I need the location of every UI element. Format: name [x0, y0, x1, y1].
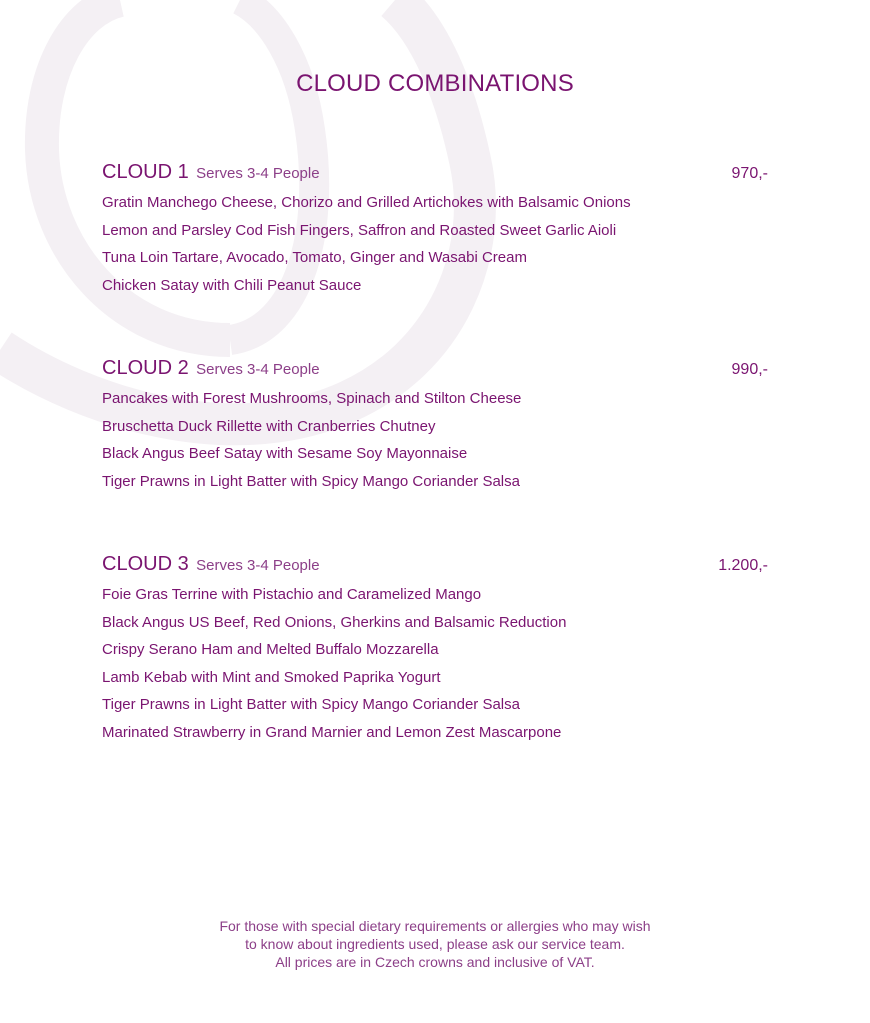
- section-serves: Serves 3-4 People: [196, 361, 320, 378]
- dish-item: Lamb Kebab with Mint and Smoked Paprika Yogurt: [102, 668, 441, 686]
- dish-item: Chicken Satay with Chili Peanut Sauce: [102, 276, 362, 294]
- section-price: 1.200,-: [718, 557, 768, 574]
- dish-item: Foie Gras Terrine with Pistachio and Caramelized Mango: [102, 586, 482, 603]
- dish-list: [102, 581, 768, 746]
- dish-item: Black Angus US Beef, Red Onions, Gherkins and Balsamic Reduction: [102, 613, 567, 631]
- section-name: CLOUD 2: [102, 357, 189, 379]
- dish-item: Black Angus Beef Satay with Sesame Soy Mayonnaise: [102, 445, 468, 462]
- footer-line: to know about ingredients used, please ask our service team.: [245, 936, 625, 952]
- section-price: 970,-: [731, 165, 768, 182]
- dish-item: Tuna Loin Tartare, Avocado, Tomato, Ginger and Wasabi Cream: [102, 249, 527, 266]
- dish-item: Gratin Manchego Cheese, Chorizo and Grilled Artichokes with Balsamic Onions: [102, 194, 631, 211]
- dish-item: Crispy Serano Ham and Melted Buffalo Mozzarella: [102, 641, 439, 658]
- dish-list: [102, 189, 768, 299]
- menu-section-cloud-1: [102, 161, 768, 299]
- menu-section-cloud-2: [102, 357, 768, 495]
- dish-list: [102, 385, 768, 495]
- menu-title: CLOUD COMBINATIONS: [296, 70, 574, 97]
- section-serves: Serves 3-4 People: [196, 557, 320, 574]
- dish-item: Lemon and Parsley Cod Fish Fingers, Saffron and Roasted Sweet Garlic Aioli: [102, 221, 617, 239]
- section-header: [102, 553, 768, 581]
- section-header: [102, 161, 768, 189]
- dish-item: Bruschetta Duck Rillette with Cranberries Chutney: [102, 417, 436, 435]
- section-name: CLOUD 1: [102, 161, 189, 183]
- footer-line: For those with special dietary requirements or allergies who may wish: [219, 918, 651, 934]
- section-serves: Serves 3-4 People: [196, 165, 320, 182]
- section-name: CLOUD 3: [102, 553, 189, 575]
- footer-line: All prices are in Czech crowns and inclusive of VAT.: [275, 954, 595, 970]
- dish-item: Tiger Prawns in Light Batter with Spicy Mango Coriander Salsa: [102, 472, 520, 490]
- section-price: 990,-: [731, 361, 768, 378]
- dish-item: Tiger Prawns in Light Batter with Spicy Mango Coriander Salsa: [102, 696, 520, 713]
- dish-item: Pancakes with Forest Mushrooms, Spinach and Stilton Cheese: [102, 390, 522, 407]
- footer-note: [0, 917, 870, 971]
- dish-item: Marinated Strawberry in Grand Marnier and Lemon Zest Mascarpone: [102, 723, 562, 741]
- menu-section-cloud-3: [102, 553, 768, 746]
- section-header: [102, 357, 768, 385]
